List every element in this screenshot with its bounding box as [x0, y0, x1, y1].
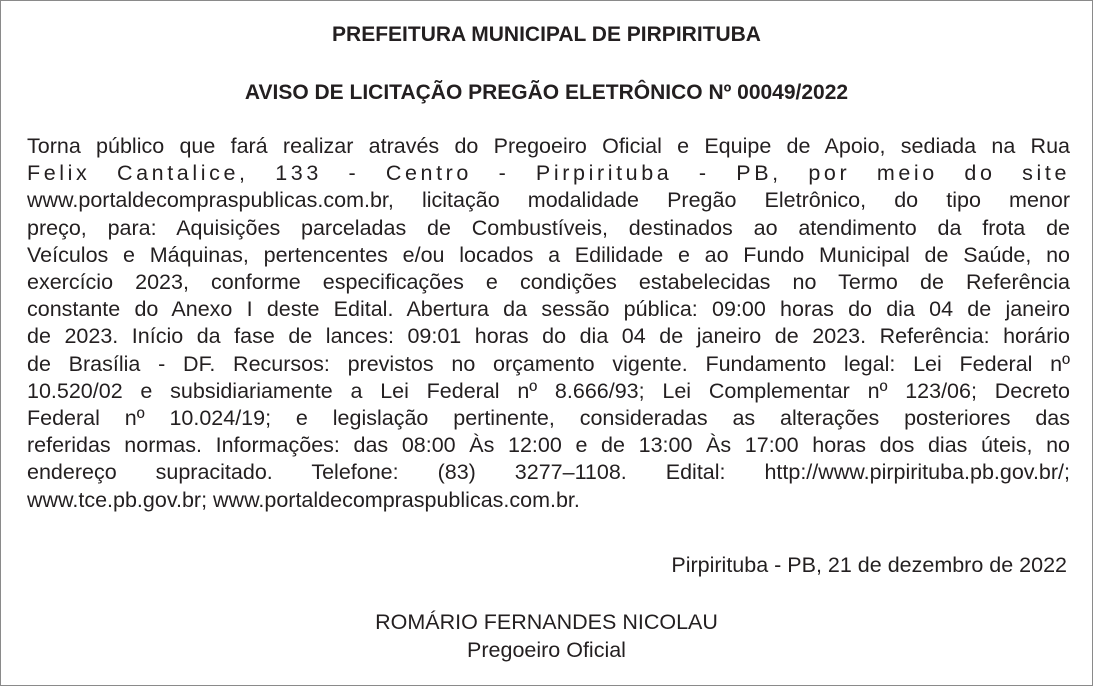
body-line: referidas normas. Informações: das 08:00 Às 12:00 e de 13:00 Às 17:00 horas dos dias úteis, no [27, 433, 1070, 458]
body-line: de Brasília - DF. Recursos: previstos no orçamento vigente. Fundamento legal: Lei Federal nº [27, 351, 1070, 376]
body-line: Veículos e Máquinas, pertencentes e/ou locados a Edilidade e ao Fundo Municipal de Saúde, no [27, 242, 1070, 267]
body-line: constante do Anexo I deste Edital. Abertura da sessão pública: 09:00 horas do dia 04 de janeiro [27, 297, 1070, 322]
body-line: www.tce.pb.gov.br; www.portaldecompraspublicas.com.br. [27, 487, 580, 512]
body-line: preço, para: Aquisições parceladas de Combustíveis, destinados ao atendimento da frota de [27, 215, 1070, 240]
body-line: endereço supracitado. Telefone: (83) 3277–1108. Edital: http://www.pirpirituba.pb.gov.br/; [27, 460, 1070, 485]
body-line: Felix Cantalice, 133 - Centro - Pirpirituba - PB, por meio do site [27, 161, 1070, 186]
body-line: Federal nº 10.024/19; e legislação pertinente, consideradas as alterações posteriores das [27, 406, 1070, 431]
body-line: 10.520/02 e subsidiariamente a Lei Federal nº 8.666/93; Lei Complementar nº 123/06; Decreto [27, 378, 1070, 403]
notice-body [27, 133, 1070, 514]
org-heading: PREFEITURA MUNICIPAL DE PIRPIRITUBA [332, 23, 761, 46]
signatory-name: ROMÁRIO FERNANDES NICOLAU [375, 610, 718, 634]
signatory-role: Pregoeiro Oficial [467, 638, 626, 662]
body-line: www.portaldecompraspublicas.com.br, licitação modalidade Pregão Eletrônico, do tipo menor [27, 188, 1070, 213]
date-line: Pirpirituba - PB, 21 de dezembro de 2022 [671, 553, 1067, 577]
notice-title: AVISO DE LICITAÇÃO PREGÃO ELETRÔNICO Nº 00049/2022 [244, 81, 849, 104]
body-line: exercício 2023, conforme especificações e condições estabelecidas no Termo de Referência [27, 270, 1070, 295]
body-line: de 2023. Início da fase de lances: 09:01 horas do dia 04 de janeiro de 2023. Referência: horário [27, 324, 1070, 349]
body-line: Torna público que fará realizar através do Pregoeiro Oficial e Equipe de Apoio, sediada na Rua [27, 134, 1070, 158]
